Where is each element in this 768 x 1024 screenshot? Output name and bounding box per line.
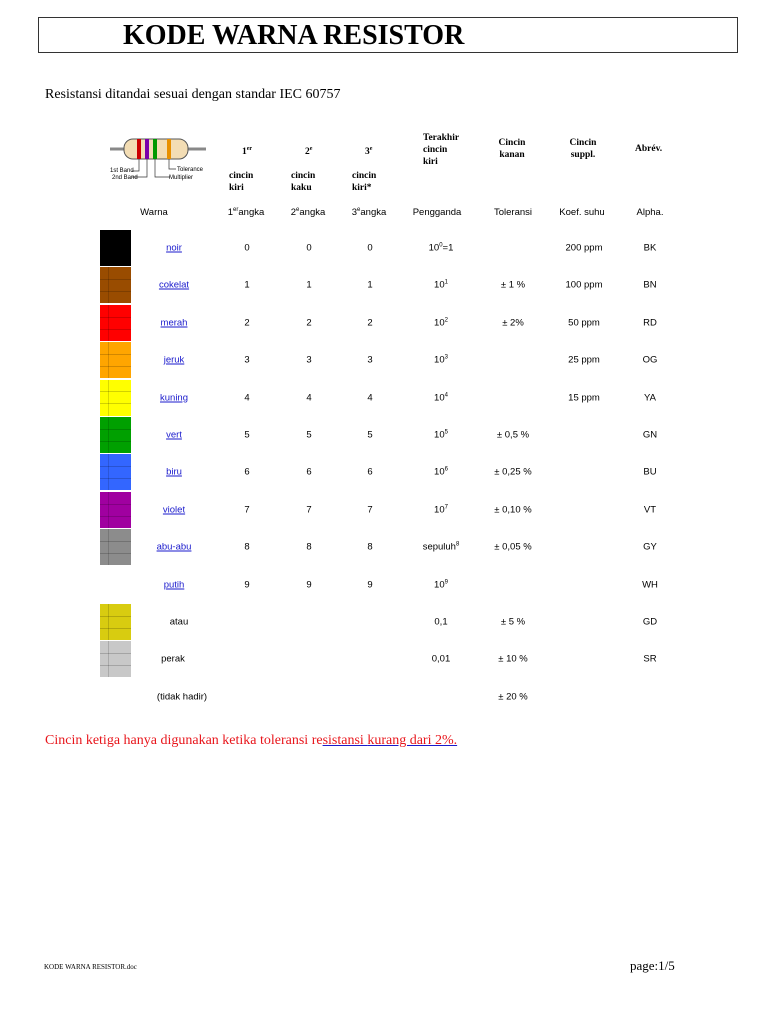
subheader-digit2: 2eangka (290, 206, 326, 218)
abbreviation: WH (642, 579, 658, 591)
digit-3: 3 (367, 354, 373, 366)
abbreviation: OG (642, 354, 658, 366)
digit-2: 6 (306, 466, 312, 478)
color-name[interactable]: putih (163, 579, 185, 591)
multiplier: $10^1$ (434, 279, 448, 291)
footnote: Cincin ketiga hanya digunakan ketika toleransi resistansi kurang dari 2%. (45, 733, 458, 748)
multiplier: $10^6$ (434, 466, 448, 478)
digit-1: 7 (244, 504, 250, 516)
temp-coefficient: 200 ppm (565, 242, 603, 254)
multiplier: sepuluh$^8$ (422, 541, 460, 553)
digit-1: 3 (244, 354, 250, 366)
abbreviation: YA (644, 392, 656, 404)
digit-1: 8 (244, 541, 250, 553)
digit-3: 4 (367, 392, 373, 404)
digit-1: 0 (244, 242, 250, 254)
digit-1: 1 (244, 279, 250, 291)
digit-3: 7 (367, 504, 373, 516)
digit-2: 0 (306, 242, 312, 254)
tolerance: ± 0,10 % (494, 504, 532, 516)
digit-2: 5 (306, 429, 312, 441)
abbreviation: GN (642, 429, 658, 441)
color-name[interactable]: biru (166, 466, 182, 478)
temp-coefficient: 100 ppm (565, 279, 603, 291)
multiplier: 0,1 (434, 616, 448, 628)
abbreviation: VT (643, 504, 657, 516)
digit-2: 2 (306, 317, 312, 329)
color-swatch (100, 604, 131, 640)
color-swatch (100, 529, 131, 565)
color-swatch (100, 454, 131, 490)
footer-page-number: page:1/5 (630, 958, 675, 973)
label-tolerance: Tolerance (177, 167, 204, 173)
abbreviation: BN (643, 279, 657, 291)
tolerance: ± 5 % (500, 616, 526, 628)
tolerance: ± 10 % (498, 653, 528, 665)
color-name: atau (169, 616, 189, 628)
color-swatch (100, 641, 131, 677)
multiplier: $10^3$ (434, 354, 448, 366)
header-col1: 1er cincin kiri (229, 146, 254, 194)
tolerance: ± 0,25 % (494, 466, 532, 478)
resistor-diagram (110, 135, 210, 185)
multiplier: $10^0=1$ (428, 242, 454, 254)
footer-filename: KODE WARNA RESISTOR.doc (44, 963, 137, 971)
abbreviation: GD (642, 616, 658, 628)
color-name: (tidak hadir) (156, 691, 208, 703)
subheader-warna: Warna (140, 207, 168, 218)
multiplier: 0,01 (431, 653, 451, 665)
multiplier: $10^4$ (434, 391, 448, 404)
color-name[interactable]: jeruk (163, 354, 185, 366)
tolerance: ± 0,5 % (496, 429, 530, 441)
color-name[interactable]: violet (162, 504, 186, 516)
digit-1: 9 (244, 579, 250, 591)
abbreviation: GY (643, 541, 657, 553)
tolerance: ± 1 % (500, 279, 526, 291)
color-swatch (100, 417, 131, 453)
color-name[interactable]: noir (166, 242, 182, 254)
abbreviation: BK (643, 242, 657, 254)
digit-2: 7 (306, 504, 312, 516)
tolerance: ± 2% (502, 317, 524, 329)
color-swatch (100, 342, 131, 378)
digit-3: 1 (367, 279, 373, 291)
subtitle: Resistansi ditandai sesuai dengan standar IEC 60757 (45, 87, 341, 102)
resistor-band-3 (153, 139, 157, 159)
header-col2: 2e cincin kaku (291, 146, 316, 194)
subheader-koef: Koef. suhu (559, 207, 605, 218)
digit-3: 6 (367, 466, 373, 478)
header-col3: 3e cincin kiri* (352, 146, 377, 194)
multiplier: $10^5$ (434, 429, 448, 441)
color-name[interactable]: kuning (160, 392, 188, 404)
digit-1: 5 (244, 429, 250, 441)
subheader-pengganda: Pengganda (412, 207, 462, 218)
subheader-alpha: Alpha. (636, 207, 664, 218)
digit-3: 0 (367, 242, 373, 254)
digit-1: 4 (244, 392, 250, 404)
label-second-band: 2nd Band (112, 175, 138, 181)
tolerance: ± 0,05 % (494, 541, 532, 553)
tolerance: ± 20 % (498, 691, 528, 703)
resistor-band-4 (167, 139, 171, 159)
color-swatch (100, 492, 131, 528)
color-name: perak (161, 653, 185, 665)
subheader-digit1: 1erangka (227, 206, 265, 218)
color-swatch (100, 380, 131, 416)
color-name[interactable]: cokelat (158, 279, 190, 291)
resistor-band-1 (137, 139, 141, 159)
title-box (38, 17, 738, 53)
digit-1: 2 (244, 317, 250, 329)
digit-2: 8 (306, 541, 312, 553)
digit-2: 3 (306, 354, 312, 366)
abbreviation: SR (643, 653, 657, 665)
resistor-band-2 (145, 139, 149, 159)
color-swatch (100, 305, 131, 341)
color-name[interactable]: abu-abu (156, 541, 192, 553)
temp-coefficient: 50 ppm (568, 317, 600, 329)
multiplier: $10^2$ (434, 317, 448, 329)
digit-2: 9 (306, 579, 312, 591)
header-col6: Cincin suppl. (569, 138, 597, 160)
subheader-digit3: 3eangka (351, 206, 387, 218)
temp-coefficient: 25 ppm (568, 354, 600, 366)
digit-3: 5 (367, 429, 373, 441)
temp-coefficient: 15 ppm (568, 392, 600, 404)
color-swatch (100, 267, 131, 303)
multiplier: $10^7$ (434, 504, 448, 516)
header-col7: Abrév. (635, 144, 663, 154)
multiplier: $10^9$ (434, 578, 448, 591)
color-name[interactable]: vert (166, 429, 182, 441)
abbreviation: RD (643, 317, 657, 329)
label-multiplier: Multiplier (169, 175, 194, 181)
subheader-toleransi: Toleransi (493, 207, 533, 218)
color-swatch (100, 230, 131, 266)
label-first-band: 1st Band (110, 168, 134, 174)
digit-2: 1 (306, 279, 312, 291)
digit-3: 8 (367, 541, 373, 553)
digit-1: 6 (244, 466, 250, 478)
header-col4: Terakhir cincin kiri (423, 133, 460, 167)
page-title: KODE WARNA RESISTOR (123, 20, 465, 51)
abbreviation: BU (643, 466, 657, 478)
digit-3: 9 (367, 579, 373, 591)
header-col5: Cincin kanan (498, 138, 526, 160)
color-name[interactable]: merah (160, 317, 188, 329)
digit-2: 4 (306, 392, 312, 404)
digit-3: 2 (367, 317, 373, 329)
